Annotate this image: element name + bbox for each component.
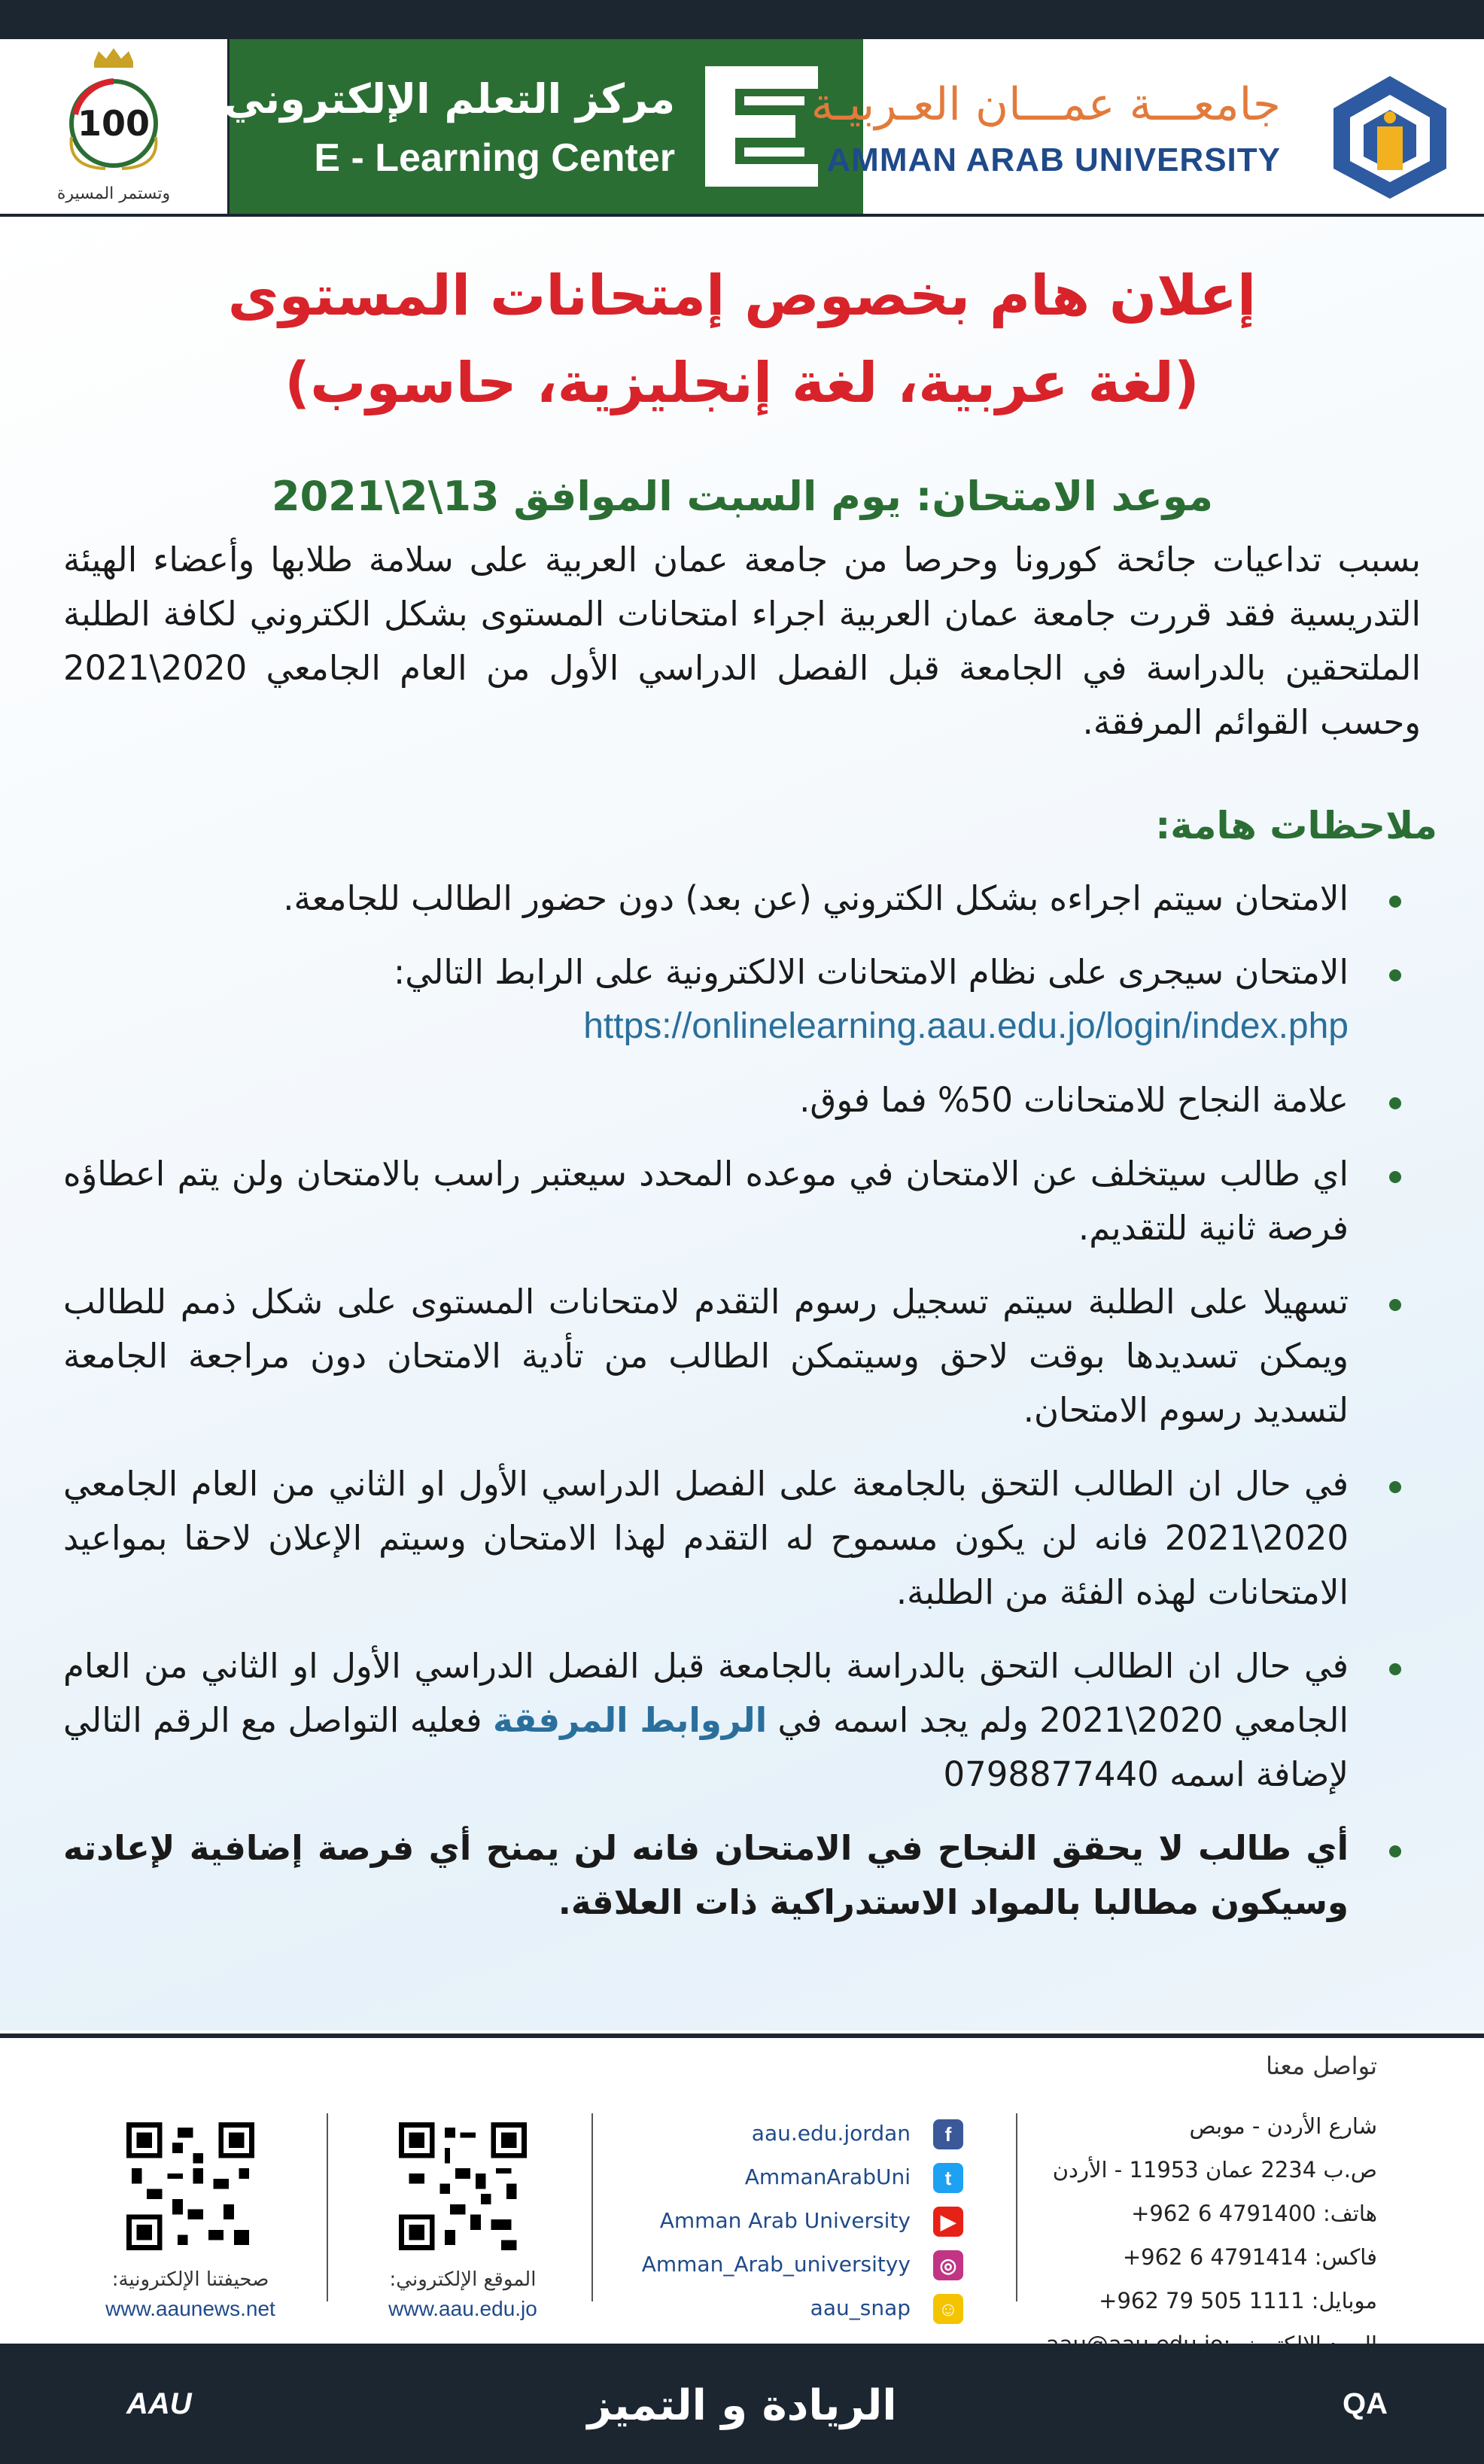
social-label: Amman Arab University <box>659 2208 911 2233</box>
contact-info <box>986 2104 1377 2366</box>
note-text: الامتحان سيتم اجراءه بشكل الكتروني (عن بعد) دون حضور الطالب للجامعة. <box>283 878 1349 918</box>
slogan: الريادة و التميز <box>587 2381 897 2430</box>
exam-date: موعد الامتحان: يوم السبت الموافق 13\2\2021 <box>272 473 1213 520</box>
bullet-icon <box>1389 969 1401 981</box>
bottom-bar <box>0 2344 1484 2464</box>
announcement-body <box>0 217 1484 2031</box>
bullet-icon <box>1389 1097 1401 1109</box>
note-text: في حال ان الطالب التحق بالجامعة على الفصل الدراسي الأول او الثاني من العام الجامعي 2020\2021 فانه لن يكون مسموح له التقدم لهذا الامتحان وسيتم الإعلان لاحقا بمواعيد الامتحانات لهذه الفئة من الطلبة. <box>63 1464 1349 1612</box>
website-qr-label: الموقع الإلكتروني: <box>389 2268 537 2291</box>
note-text: فعليه التواصل مع الرقم التالي لإضافة اسمه 0798877440 <box>63 1700 1349 1794</box>
twitter-icon: t <box>933 2163 963 2193</box>
elc-title-en: E - Learning Center <box>314 136 675 180</box>
elc-title-ar: مركز التعلم الإلكتروني <box>224 75 675 123</box>
social-label: aau_snap <box>810 2295 911 2320</box>
note-text: اي طالب سيتخلف عن الامتحان في موعده المحدد سيعتبر راسب بالامتحان ولن يتم اعطاؤه فرصة ثانية للتقديم. <box>63 1154 1349 1248</box>
announcement-title-line1: إعلان هام بخصوص إمتحانات المستوى <box>227 263 1257 328</box>
instagram-icon: ◎ <box>933 2250 963 2280</box>
social-label: Amman_Arab_universityy <box>641 2252 911 2277</box>
divider <box>591 2113 593 2301</box>
note-item <box>63 1821 1439 1930</box>
note-text: تسهيلا على الطلبة سيتم تسجيل رسوم التقدم لامتحانات المستوى على شكل ذمم للطالب ويمكن تسديدها بوقت لاحق وسيتمكن الطالب من تأدية الامتحان دون مراجعة الجامعة لتسديد رسوم الامتحان. <box>63 1282 1349 1430</box>
social-label: aau.edu.jordan <box>751 2121 911 2146</box>
note-text: أي طالب لا يحقق النجاح في الامتحان فانه لن يمنح أي فرصة إضافية لإعادته وسيكون مطالبا بالمواد الاستدراكية ذات العلاقة. <box>63 1828 1349 1922</box>
contact-po-box: ص.ب 2234 عمان 11953 - الأردن <box>1052 2157 1377 2183</box>
note-item <box>63 1073 1439 1127</box>
intro-paragraph: بسبب تداعيات جائحة كورونا وحرصا من جامعة عمان العربية على سلامة طلابها وأعضاء الهيئة التدريسية فقد قررت جامعة عمان العربية اجراء امتحانات المستوى بشكل الكتروني لكافة الطلبة الملتحقين بالدراسة في الجامعة قبل الفصل الدراسي الأول من العام الجامعي 2020\2021 وحسب القوائم المرفقة. <box>63 540 1421 742</box>
qa-logo: QA <box>1343 2387 1388 2420</box>
bullet-icon <box>1389 1299 1401 1311</box>
contact-fax: فاكس: 4791414 6 962+ <box>1122 2244 1377 2270</box>
university-name-ar: جامعـــة عمـــان العـربيـة <box>810 78 1281 131</box>
contact-heading: تواصل معنا <box>1266 2052 1377 2080</box>
note-item <box>63 872 1439 926</box>
bullet-icon <box>1389 1171 1401 1183</box>
newspaper-qr-code[interactable] <box>126 2122 254 2250</box>
facebook-icon: f <box>933 2119 963 2149</box>
youtube-icon: ▶ <box>933 2207 963 2237</box>
top-bar <box>0 0 1484 39</box>
footer <box>0 2034 1484 2345</box>
contact-address: شارع الأردن - موبص <box>1189 2113 1377 2139</box>
centenary-text: وتستمر المسيرة <box>56 184 171 203</box>
crown-100-icon <box>0 39 227 214</box>
note-text: علامة النجاح للامتحانات 50% فما فوق. <box>799 1080 1349 1120</box>
social-label: AmmanArabUni <box>744 2164 911 2189</box>
university-name-en: AMMAN ARAB UNIVERSITY <box>826 141 1281 178</box>
snapchat-icon: ☺ <box>933 2294 963 2324</box>
exam-system-link[interactable]: https://onlinelearning.aau.edu.jo/login/index.php <box>583 1006 1349 1046</box>
note-text: الامتحان سيجرى على نظام الامتحانات الالكترونية على الرابط التالي: <box>394 952 1349 992</box>
social-twitter[interactable] <box>617 2157 963 2201</box>
bullet-icon <box>1389 896 1401 908</box>
social-instagram[interactable] <box>617 2244 963 2288</box>
website-qr-code[interactable] <box>399 2122 527 2250</box>
social-facebook[interactable] <box>617 2113 963 2157</box>
contact-phone: هاتف: 4791400 6 962+ <box>1131 2201 1377 2226</box>
bullet-icon <box>1389 1481 1401 1493</box>
social-links <box>617 2113 963 2332</box>
divider <box>1016 2113 1017 2301</box>
note-item <box>63 1275 1439 1437</box>
note-item <box>63 1639 1439 1802</box>
social-snapchat[interactable] <box>617 2288 963 2332</box>
centenary-number: 100 <box>77 103 151 144</box>
notes-list <box>63 872 1439 1949</box>
announcement-title-line2: (لغة عربية، لغة إنجليزية، حاسوب) <box>284 351 1200 415</box>
website-url[interactable]: www.aau.edu.jo <box>388 2297 537 2320</box>
contact-mobile: موبايل: 1111 505 79 962+ <box>1099 2288 1377 2313</box>
notes-heading: ملاحظات هامة: <box>1155 804 1437 847</box>
attached-links-highlight[interactable]: الروابط المرفقة <box>492 1700 768 1740</box>
aau-logo: AAU <box>126 2387 192 2420</box>
newspaper-qr-label: صحيفتنا الإلكترونية: <box>111 2268 269 2291</box>
bullet-icon <box>1389 1663 1401 1675</box>
elearning-center-banner <box>224 39 863 214</box>
note-item <box>63 1457 1439 1620</box>
elearning-logo-icon <box>705 66 818 187</box>
university-logo-icon <box>1326 72 1454 200</box>
centenary-logo <box>0 39 230 214</box>
note-item <box>63 1147 1439 1255</box>
university-brand <box>810 39 1484 214</box>
newspaper-url[interactable]: www.aaunews.net <box>105 2297 275 2320</box>
note-text: في حال ان الطالب التحق بالدراسة بالجامعة قبل الفصل الدراسي الأول او الثاني من العام الجامعي 2020\2021 ولم يجد اسمه في <box>63 1646 1349 1740</box>
social-youtube[interactable] <box>617 2201 963 2244</box>
note-item <box>63 945 1439 1054</box>
divider <box>327 2113 328 2301</box>
header <box>0 39 1484 217</box>
bullet-icon <box>1389 1845 1401 1857</box>
